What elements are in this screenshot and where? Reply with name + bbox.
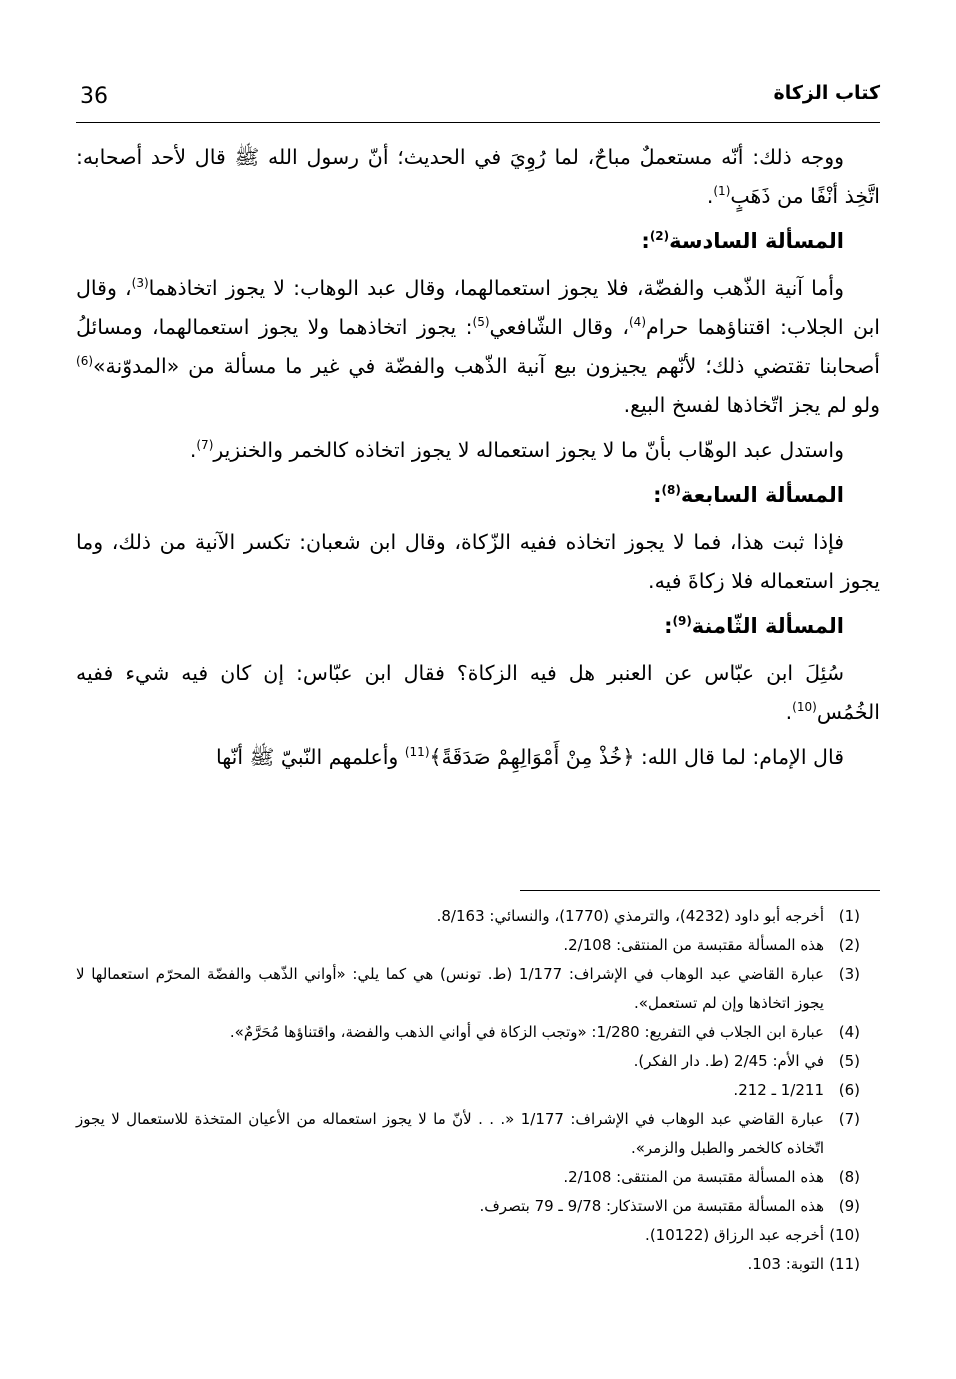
footnote-item [76,960,860,1018]
footnote-text: في الأم: 2/45 (ط. دار الفكر). [633,1052,824,1070]
footnote-number: (4) [838,1023,860,1041]
footnote-text: هذه المسألة مقتبسة من المنتقى: 2/108. [563,1168,824,1186]
footnote-ref[interactable]: (8) [661,483,681,497]
paragraph-2: وأما آنية الذّهب والفضّة، فلا يجوز استعمالهما، وقال عبد الوهاب: لا يجوز اتخاذهما$^{(3)}$، وقال ابن الجلاب: اقتناؤهما حرام$^{(4)}$، وقال الشّافعي$^{(5)}$: يجوز اتخاذهما ولا يجوز استعمالهما، ومسائلُ أصحابنا تقتضي ذلك؛ لأنّهم يجيزون بيع آنية الذّهب والفضّة في غير ما مسألة من «المدوّنة»$^{(6)}$ ولو لم يجز اتّخاذها لفسخ البيع. [76,276,880,417]
footnote-number: (8) [838,1168,860,1186]
footnote-item [76,1250,860,1279]
footnote-text: عبارة ابن الجلاب في التفريع: 1/280: «وتجب الزكاة في أواني الذهب والفضة، واقتناؤها مُحَرَّمٌ». [229,1023,824,1041]
footnote-text: هذه المسألة مقتبسة من الاستذكار: 9/78 ـ 79 بتصرف. [479,1197,824,1215]
footnote-ref[interactable]: (1) [713,184,731,199]
header-rule [76,122,880,123]
footnote-item [76,1221,860,1250]
footnote-ref[interactable]: (4) [628,315,646,330]
footnote-text: هذه المسألة مقتبسة من المنتقى: 2/108. [563,936,824,954]
footnote-item [76,1105,860,1163]
footnote-ref[interactable]: (5) [472,315,490,330]
heading-masala-8: المسألة الثّامنة$^{(9)}$: [664,614,844,638]
page-number: 36 [80,84,108,109]
footnote-item [76,931,860,960]
footnote-ref[interactable]: (6) [76,354,94,369]
footnote-number: (1) [838,907,860,925]
paragraph-4: فإذا ثبت هذا، فما لا يجوز اتخاذه ففيه الزّكاة، وقال ابن شعبان: تكسر الآنية من ذلك، وما يجوز استعماله فلا زكاةَ فيه. [76,530,880,593]
footnote-rule [520,890,880,891]
footnote-item [76,1163,860,1192]
footnote-number: (11) [829,1255,860,1273]
page-header [76,78,880,118]
footnote-text: أخرجه عبد الرزاق (10122). [645,1226,824,1244]
footnote-text: عبارة القاضي عبد الوهاب في الإشراف: 1/177 «. . . لأنّ ما لا يجوز استعماله من الأعيان المتخذة للاستعمال لا يجوز اتّخاذه كالخمر والطبل والزمر». [76,1110,825,1157]
paragraph-5: سُئِلَ ابن عبّاس عن العنبر هل فيه الزكاة؟ فقال ابن عبّاس: إن كان فيه شيء ففيه الخُمُس$^{(10)}$. [76,661,880,724]
footnote-text: التوبة: 103. [747,1255,824,1273]
footnote-item [76,1047,860,1076]
paragraph-3: واستدل عبد الوهّاب بأنّ ما لا يجوز استعماله لا يجوز اتخاذه كالخمر والخنزير$^{(7)}$. [189,438,844,462]
footnote-ref[interactable]: (2) [649,229,670,243]
main-text [76,138,880,783]
heading-masala-6: المسألة السادسة$^{(2)}$: [641,229,844,253]
footnote-number: (10) [829,1226,860,1244]
footnote-ref[interactable]: (11) [404,745,430,760]
footnote-number: (2) [838,936,860,954]
heading-masala-7: المسألة السابعة$^{(8)}$: [653,483,844,507]
footnote-ref[interactable]: (10) [792,700,817,715]
footnotes [76,902,860,1279]
footnote-ref[interactable]: (3) [131,276,149,291]
footnote-text: أخرجه أبو داود (4232)، والترمذي (1770)، والنسائي: 8/163. [436,907,824,925]
footnote-number: (7) [838,1110,860,1128]
footnote-number: (3) [838,965,860,983]
footnote-number: (6) [838,1081,860,1099]
footnote-text: 1/211 ـ 212. [733,1081,824,1099]
footnote-text: عبارة القاضي عبد الوهاب في الإشراف: 1/177 (ط. تونس) هي كما يلي: «أواني الذّهب والفضّة المحرّم استعمالها لا يجوز اتخاذها وإن لم تستعمل». [76,965,825,1012]
footnote-ref[interactable]: (7) [196,438,214,453]
running-title: كتاب الزكاة [773,82,880,104]
footnote-item [76,1192,860,1221]
footnote-number: (9) [838,1197,860,1215]
footnote-number: (5) [838,1052,860,1070]
footnote-item [76,1018,860,1047]
footnote-ref[interactable]: (9) [672,614,692,628]
footnote-item [76,902,860,931]
paragraph-1: ووجه ذلك: أنّه مستعملٌ مباحٌ، لما رُوِيَ في الحديث؛ أنّ رسول الله ﷺ قال لأحد أصحابه: اتَّخِذ أنْفًا من ذَهَبٍ$^{(1)}$. [76,145,880,208]
footnote-item [76,1076,860,1105]
paragraph-6: قال الإمام: لما قال الله: ﴿خُذْ مِنْ أَمْوَالِهِمْ صَدَقَةً﴾$^{(11)}$ وأعلمهم النّبيّ ﷺ أنّها [215,745,844,769]
